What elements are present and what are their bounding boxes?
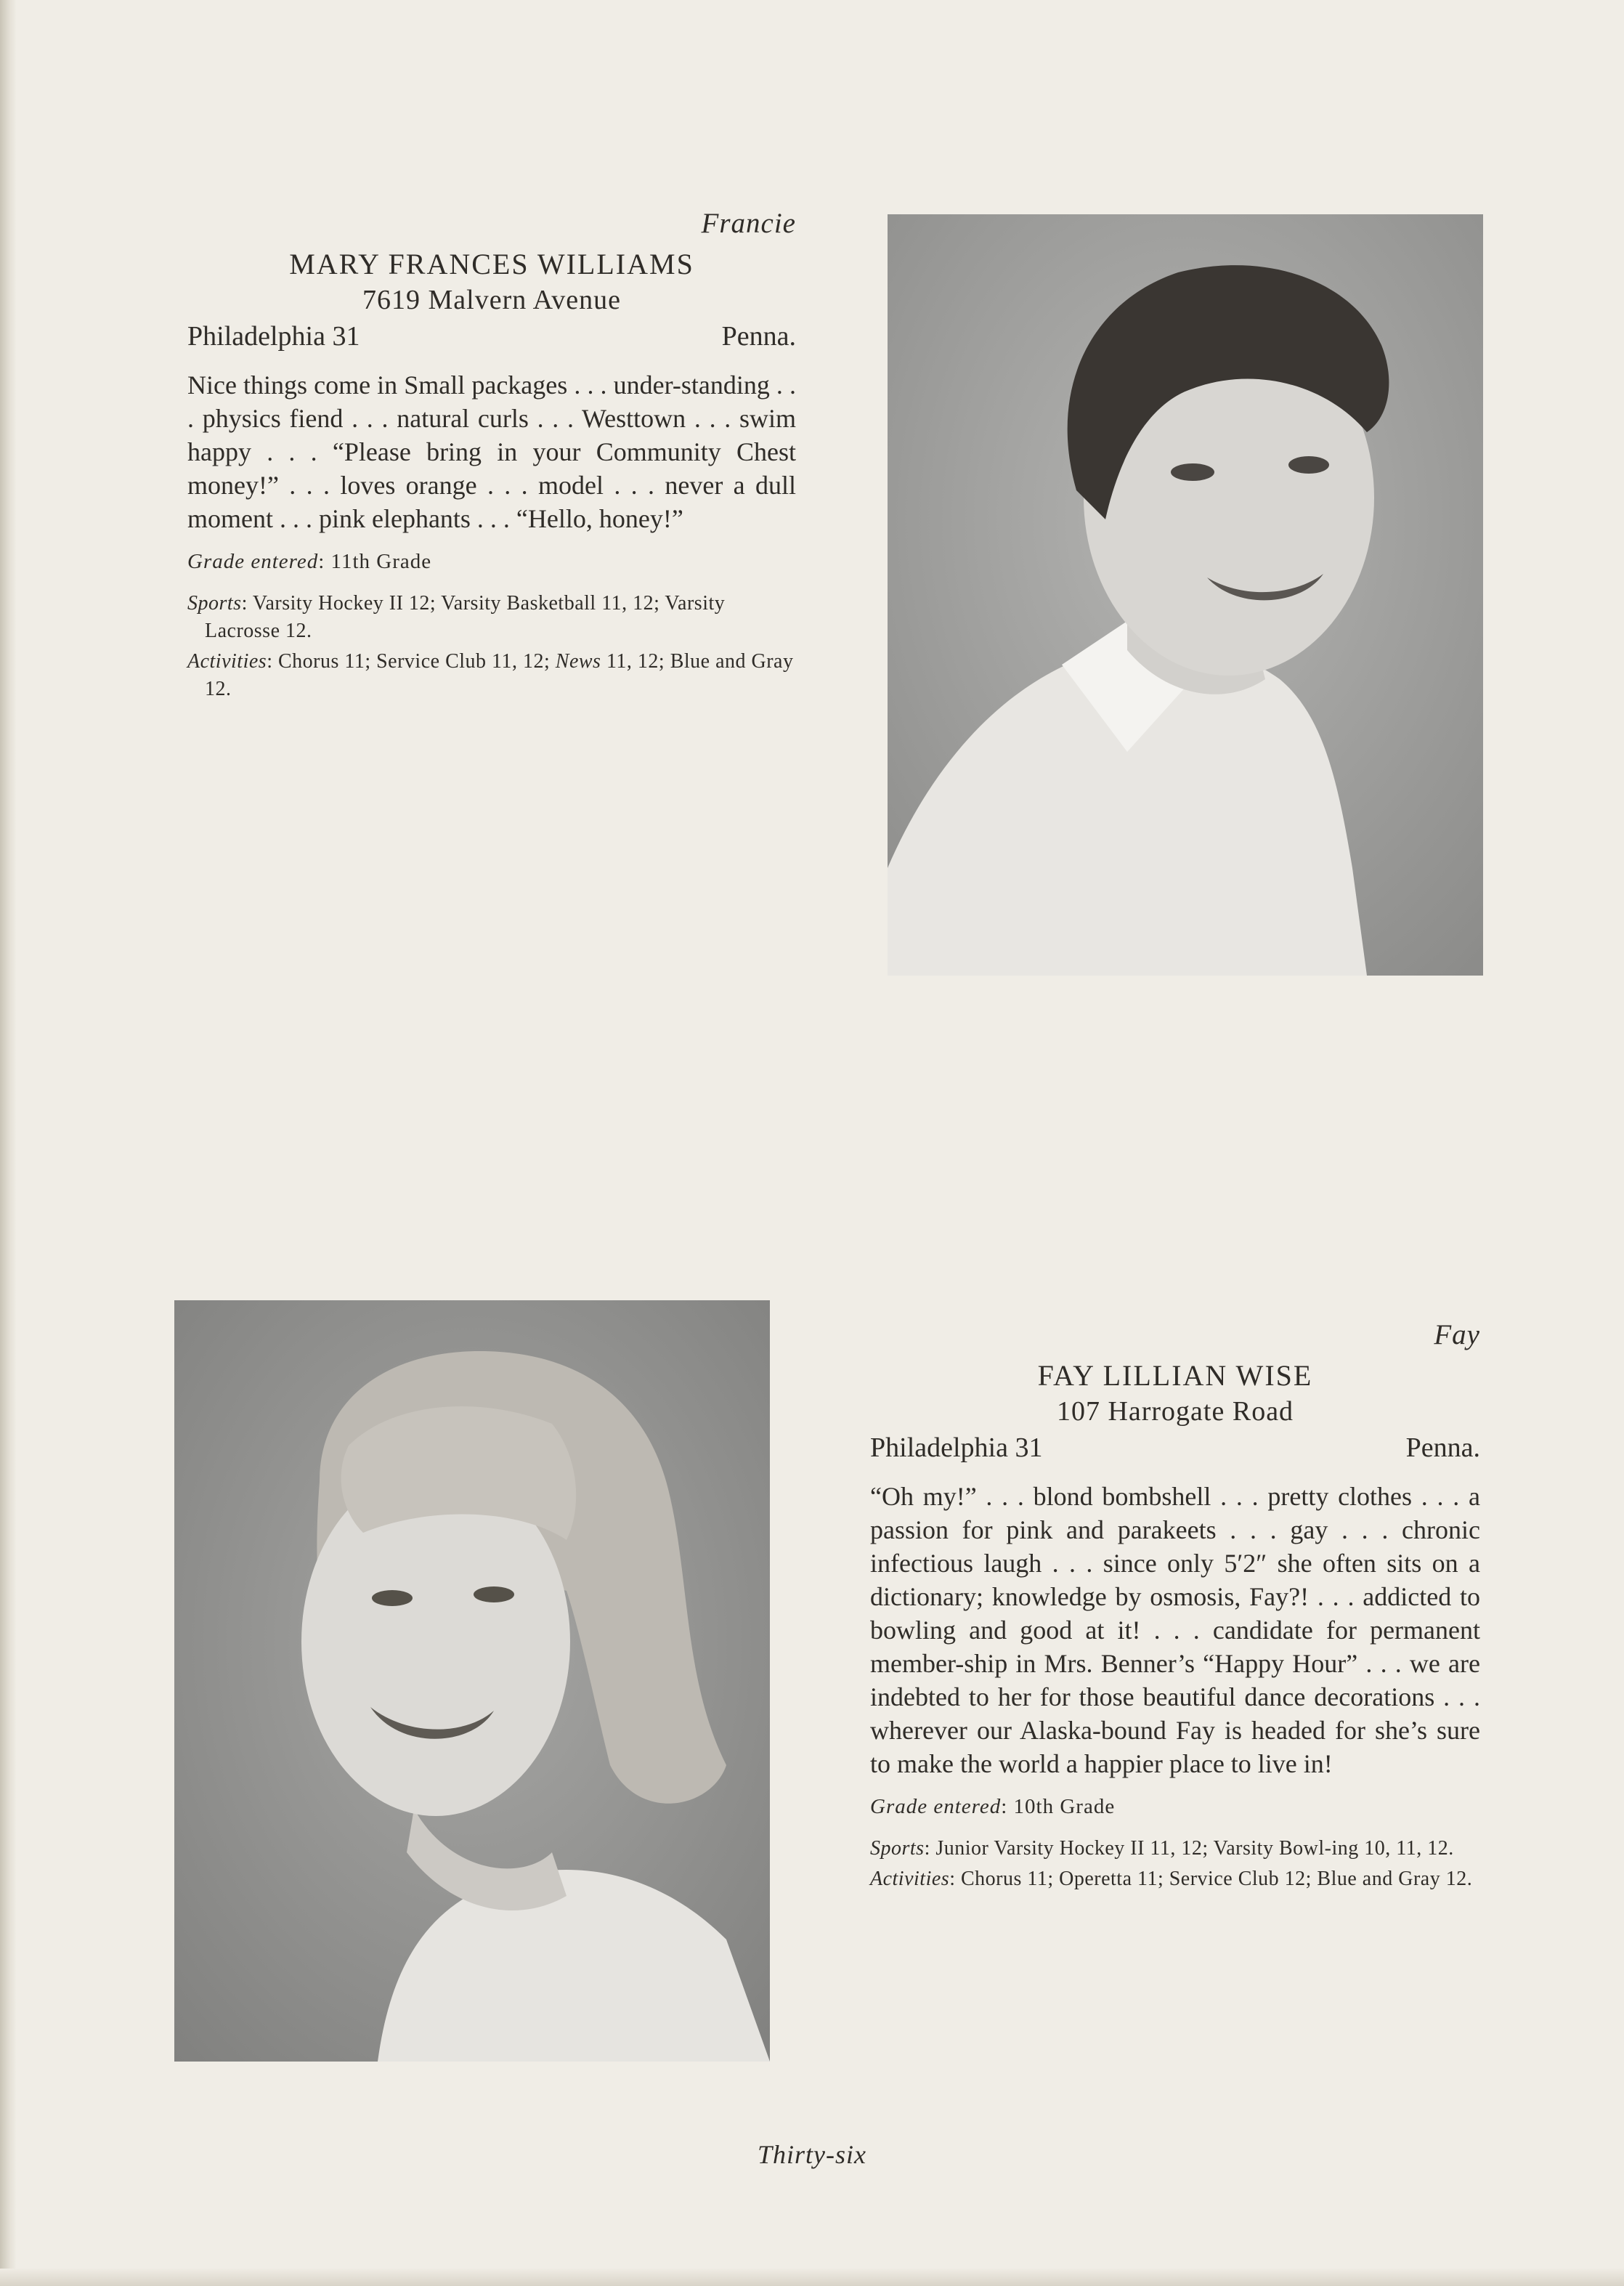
portrait-photo-wise (174, 1300, 770, 2062)
street-address: 107 Harrogate Road (1056, 1396, 1294, 1427)
sports-list: Sports: Junior Varsity Hockey II 11, 12; Varsity Bowl-ing 10, 11, 12. (870, 1837, 1454, 1860)
student-name: FAY LILLIAN WISE (1037, 1359, 1313, 1392)
sports-value: Varsity Hockey II 12; Varsity Basketball 11, 12; Varsity Lacrosse 12. (205, 592, 726, 642)
grade-label: Grade entered (870, 1795, 1002, 1818)
activities-value: Chorus 11; Service Club 11, 12; (277, 650, 551, 673)
city: Philadelphia 31 (187, 321, 360, 352)
activities-list: Activities: Chorus 11; Service Club 11, 12; News 11, 12; Blue and Gray 12. (187, 650, 794, 700)
sports-label: Sports (870, 1837, 925, 1860)
grade-value: 10th Grade (1013, 1795, 1116, 1818)
grade-entered: Grade entered: 11th Grade (187, 550, 432, 573)
street-address: 7619 Malvern Avenue (362, 285, 621, 315)
description: Nice things come in Small packages . . . under-standing . . . physics fiend . . . natural curls . . . Westtown . . . swim happy . . . “Please bring in your Community Chest money!” . . . loves orange . . . model . . . never a dull moment . . . pink elephants . . . “Hello, honey!” (187, 370, 796, 533)
page-number: Thirty-six (758, 2140, 866, 2169)
page-binding-edge (0, 0, 16, 2286)
city: Philadelphia 31 (870, 1432, 1043, 1463)
portrait-photo-williams (888, 214, 1483, 976)
grade-label: Grade entered (187, 550, 319, 573)
sports-label: Sports (187, 592, 242, 615)
activities-label: Activities (187, 650, 267, 673)
activities-list: Activities: Chorus 11; Operetta 11; Service Club 12; Blue and Gray 12. (870, 1868, 1473, 1890)
student-name: MARY FRANCES WILLIAMS (289, 248, 694, 280)
state: Penna. (721, 321, 796, 352)
state: Penna. (1405, 1432, 1480, 1463)
page-bottom-edge (0, 2269, 1624, 2286)
sports-list: Sports: Varsity Hockey II 12; Varsity Basketball 11, 12; Varsity Lacrosse 12. (187, 592, 726, 642)
description: “Oh my!” . . . blond bombshell . . . pretty clothes . . . a passion for pink and parakeets . . . gay . . . chronic infectious laugh . . . since only 5′2″ she often sits on a dictionary; knowledge by osmosis, Fay?! . . . addicted to bowling and good at it! . . . candidate for permanent member-ship in Mrs. Benner’s “Happy Hour” . . . we are indebted to her for those beautiful dance decorations . . . wherever our Alaska-bound Fay is headed for she’s sure to make the world a happier place to live in! (870, 1482, 1480, 1778)
grade-value: 11th Grade (330, 550, 432, 573)
city-line (187, 320, 796, 352)
senior-entry-williams (187, 207, 796, 703)
sports-value: Junior Varsity Hockey II 11, 12; Varsity Bowl-ing 10, 11, 12. (935, 1837, 1454, 1860)
activities-label: Activities (870, 1868, 950, 1890)
nickname: Francie (701, 208, 796, 239)
grade-entered: Grade entered: 10th Grade (870, 1795, 1116, 1818)
activities-value-emphasis: News (555, 650, 601, 673)
activities-value: Chorus 11; Operetta 11; Service Club 12; Blue and Gray 12. (960, 1868, 1473, 1890)
senior-entry-wise (870, 1318, 1480, 1893)
nickname: Fay (1434, 1319, 1480, 1350)
activities-value-rest: 11, 12; Blue and Gray 12. (205, 650, 794, 700)
city-line (870, 1432, 1480, 1464)
